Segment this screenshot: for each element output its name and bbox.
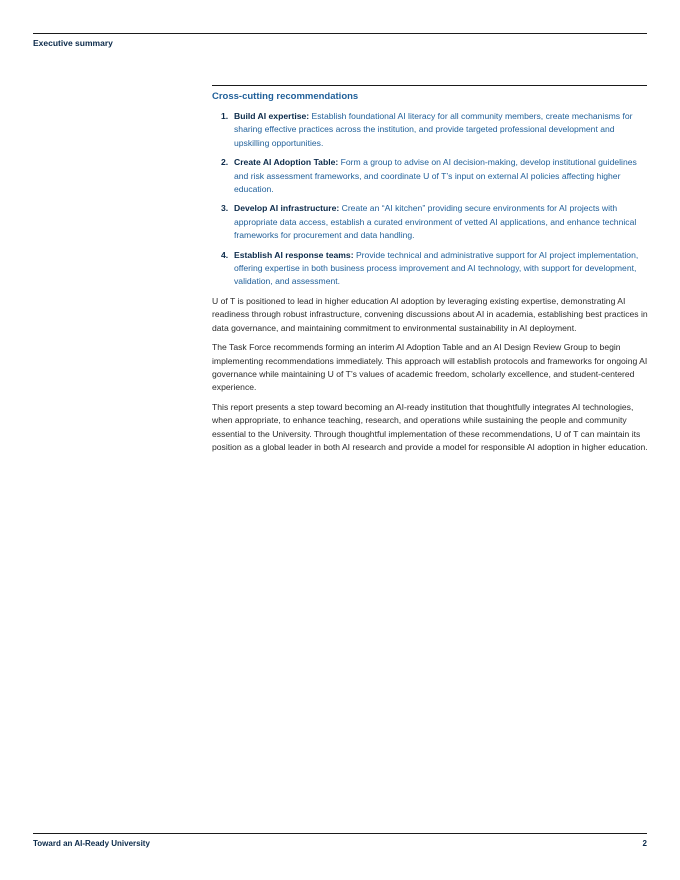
recommendation-text: Form a group to advise on AI decision-making, develop institutional guidelines and risk assessment frameworks, and coordinate U of T’s input on external AI policies affecting higher education.: [234, 157, 637, 195]
recommendation-text: Establish foundational AI literacy for all community members, create mechanisms for sharing effective practices across the institution, and provide targeted professional development and upskilling opportunities.: [234, 111, 633, 148]
footer-rule: [33, 833, 647, 834]
recommendation-number: 3.: [221, 203, 229, 214]
section-rule: [212, 85, 647, 86]
body-paragraph: The Task Force recommends forming an interim AI Adoption Table and an AI Design Review Group to begin implementing recommendations immediately. This approach will establish protocols and frameworks for ongoing AI governance while maintaining U of T’s values of academic freedom, scholarly excellence, and student-centered experience.: [212, 342, 648, 393]
recommendation-title: Establish AI response teams:: [234, 249, 354, 260]
recommendation-number: 2.: [221, 157, 229, 168]
main-content: [212, 90, 648, 460]
recommendation-item: [212, 110, 648, 150]
recommendation-title: Create AI Adoption Table:: [234, 157, 339, 168]
recommendation-text: Provide technical and administrative support for AI project implementation, offering expertise in both business process improvement and AI technology, with support for development, validation, and assessment.: [234, 249, 639, 287]
page-number: 2: [642, 839, 647, 848]
section-title: Cross-cutting recommendations: [212, 91, 359, 102]
body-paragraph: This report presents a step toward becoming an AI-ready institution that thoughtfully integrates AI technologies, when appropriate, to enhance teaching, research, and operations while sustaining the people and community essential to the University. Through thoughtful implementation of these recommendations, U of T can maintain its position as a global leader in both AI research and provide a model for responsible AI adoption in higher education.: [212, 401, 648, 452]
header-rule: [33, 33, 647, 34]
section-header-label: Executive summary: [33, 38, 113, 48]
recommendation-title: Build AI expertise:: [234, 111, 310, 121]
recommendation-item: [212, 156, 648, 196]
body-paragraph: U of T is positioned to lead in higher education AI adoption by leveraging existing expertise, demonstrating AI readiness through robust infrastructure, convening discussions about AI in academia, establishing best practices in data governance, and maintaining commitment to environmental sustainability in AI deployment.: [212, 295, 648, 333]
recommendation-item: [212, 202, 648, 242]
recommendation-number: 4.: [221, 249, 229, 260]
recommendation-item: [212, 249, 648, 289]
recommendation-text: Create an “AI kitchen” providing secure environments for AI projects with appropriate data access, establish a curated environment of vetted AI applications, and enhance technical frameworks for procurement and data handling.: [234, 203, 637, 241]
recommendations-list: [212, 110, 648, 289]
recommendation-title: Develop AI infrastructure:: [234, 203, 340, 214]
footer-document-title: Toward an AI-Ready University: [33, 839, 150, 848]
recommendation-number: 1.: [221, 111, 229, 121]
